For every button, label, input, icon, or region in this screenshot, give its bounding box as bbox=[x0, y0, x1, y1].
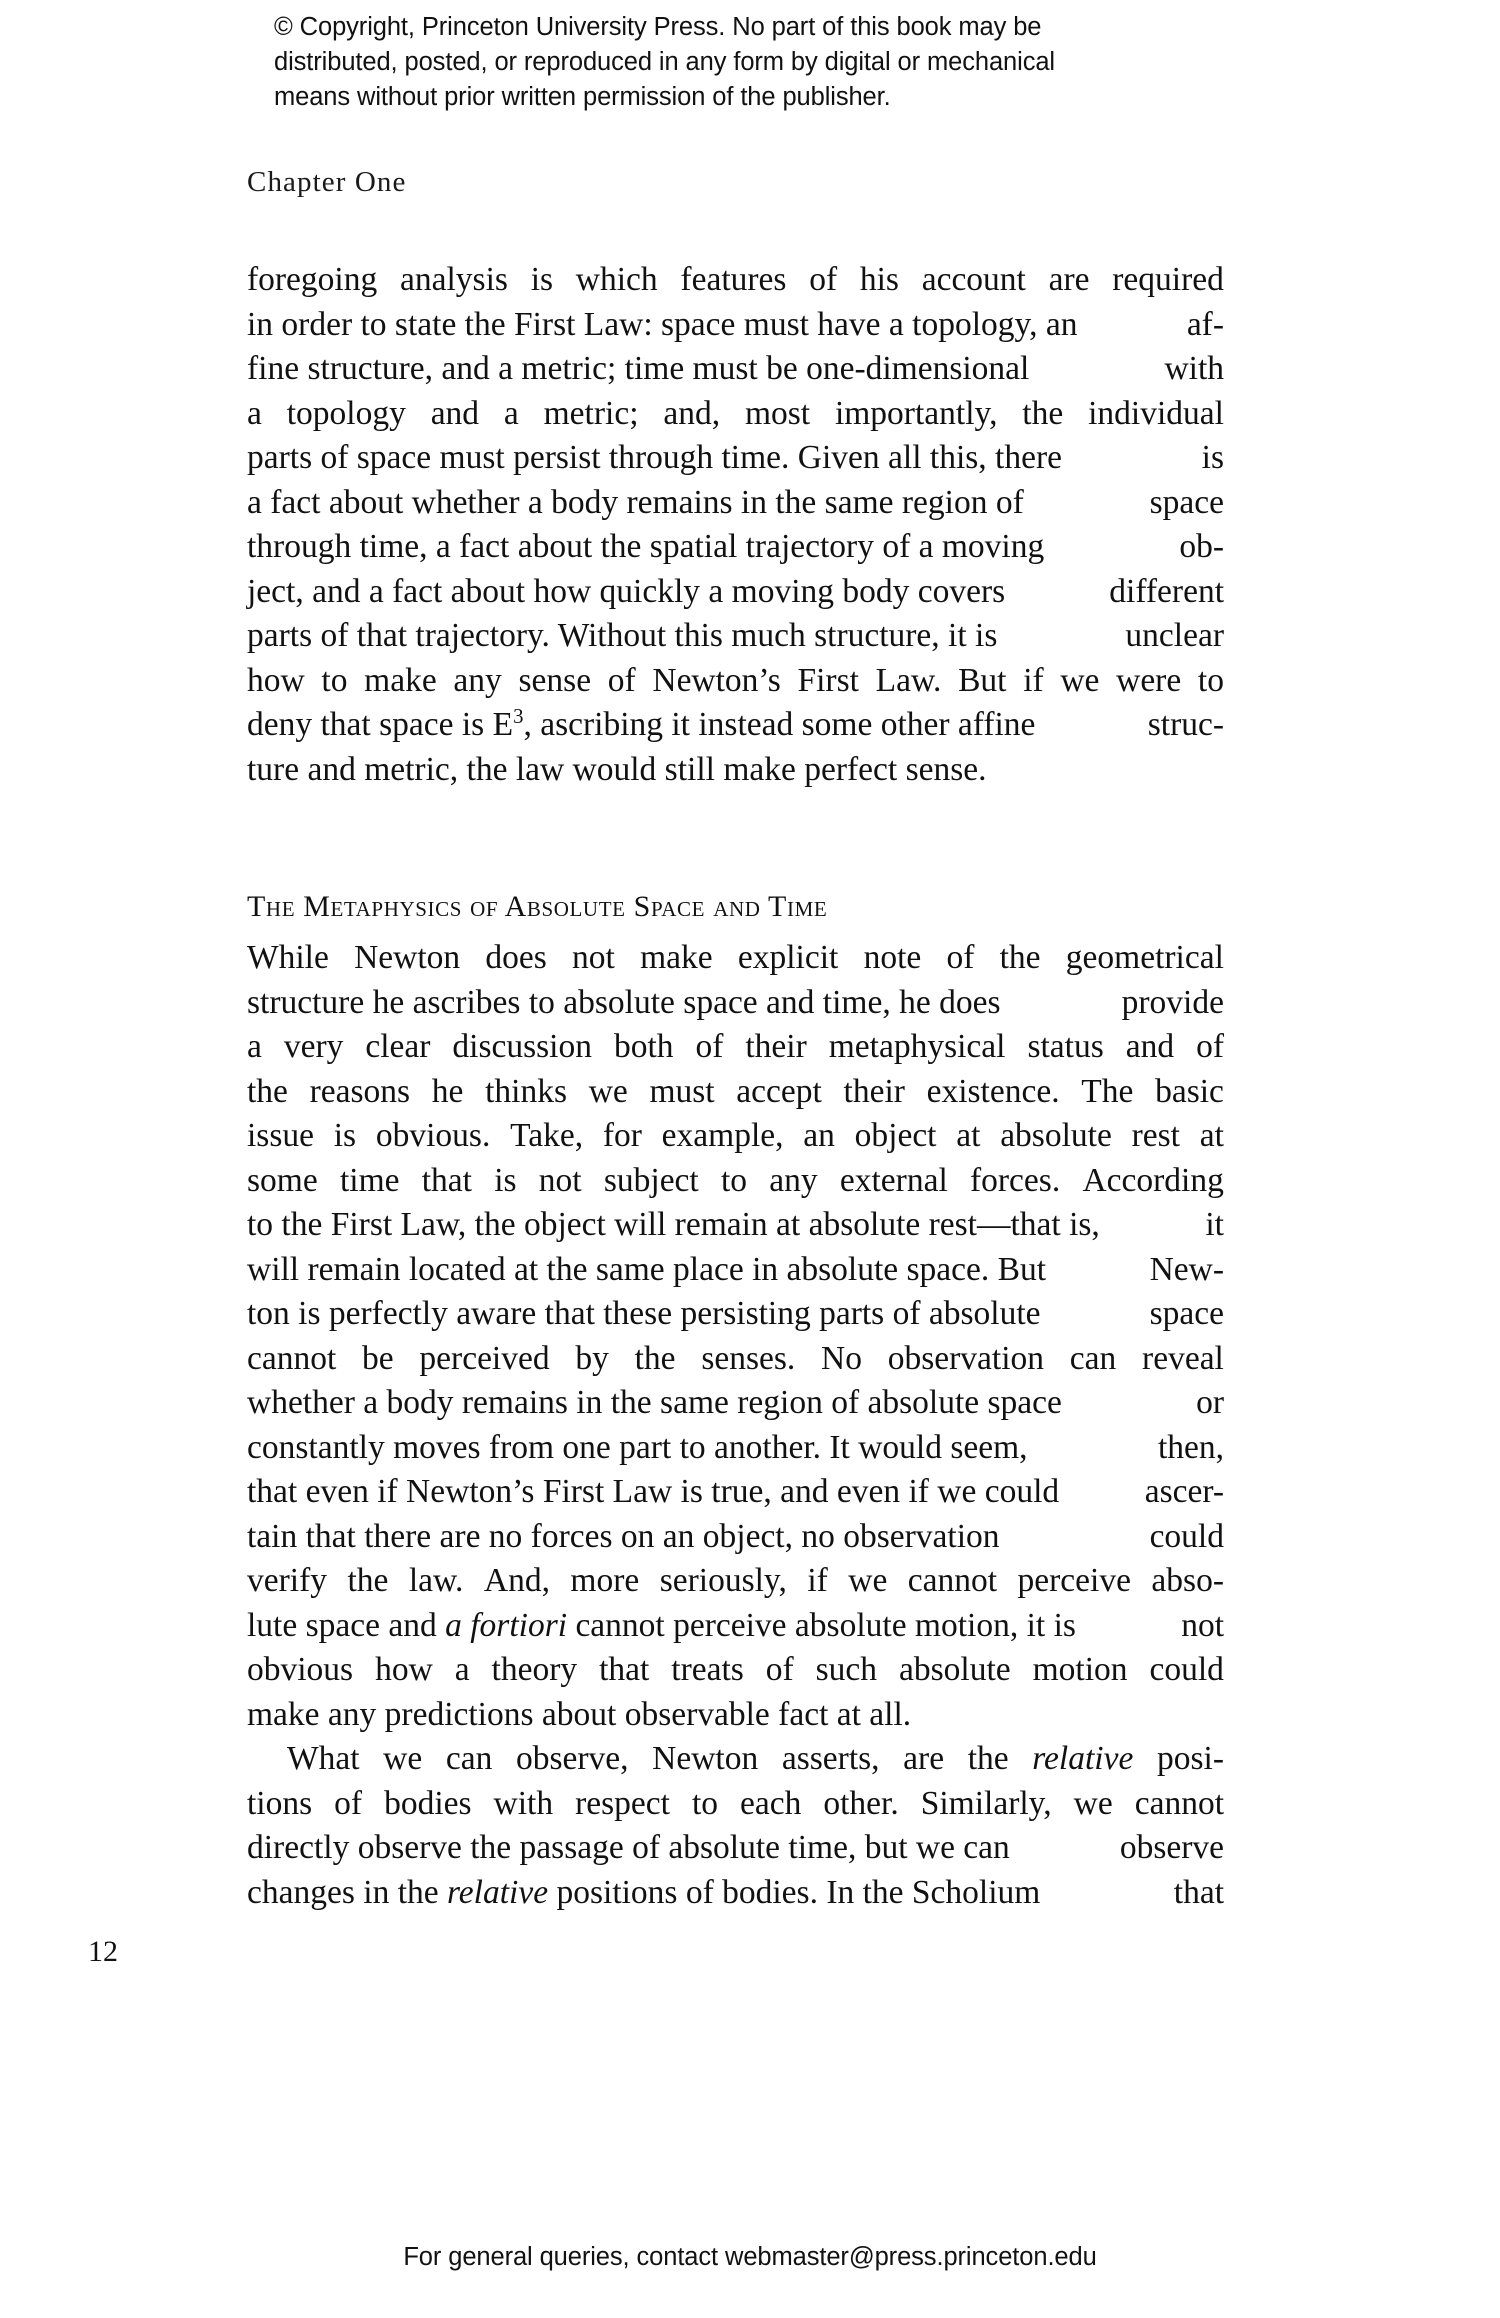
copyright-line: © Copyright, Princeton University Press. No part of this book may be bbox=[274, 13, 1042, 41]
text-line: cannot be perceived by the senses. No observation can reveal bbox=[247, 1339, 1224, 1377]
text-line: will remain located at the same place in absolute space. But New- bbox=[247, 1250, 1224, 1288]
text-line: While Newton does not make explicit note of the geometrical bbox=[247, 939, 1224, 976]
text-line: to the First Law, the object will remain at absolute rest—that is, it bbox=[247, 1206, 1224, 1243]
copyright-line: means without prior written permission of the publisher. bbox=[274, 83, 891, 111]
text-line: ject, and a fact about how quickly a moving body covers different bbox=[247, 572, 1224, 610]
text-line: constantly moves from one part to another. It would seem, then, bbox=[247, 1428, 1224, 1466]
text-line: that even if Newton’s First Law is true, and even if we could ascer- bbox=[247, 1473, 1224, 1510]
page-number: 12 bbox=[88, 1935, 118, 1968]
text-line: parts of that trajectory. Without this much structure, it is unclear bbox=[247, 617, 1224, 654]
body-text-column bbox=[247, 258, 1224, 1915]
text-line: tain that there are no forces on an object, no observation could bbox=[247, 1517, 1224, 1555]
text-line: ture and metric, the law would still make perfect sense. bbox=[247, 750, 987, 788]
text-line: a very clear discussion both of their metaphysical status and of bbox=[247, 1028, 1224, 1065]
text-line: foregoing analysis is which features of his account are required bbox=[247, 261, 1224, 298]
text-line: whether a body remains in the same region of absolute space or bbox=[247, 1384, 1224, 1421]
text-line: What we can observe, Newton asserts, are the relative posi- bbox=[287, 1740, 1224, 1777]
text-line: obvious how a theory that treats of such absolute motion could bbox=[247, 1651, 1224, 1688]
text-line: make any predictions about observable fact at all. bbox=[247, 1695, 912, 1733]
text-line: how to make any sense of Newton’s First Law. But if we were to bbox=[247, 661, 1224, 699]
paragraph-what-we-can-observe bbox=[247, 1737, 1224, 1915]
text-line: ton is perfectly aware that these persisting parts of absolute space bbox=[247, 1295, 1224, 1332]
paragraph-foregoing bbox=[247, 258, 1224, 792]
running-head: Chapter One bbox=[247, 166, 407, 198]
text-line: the reasons he thinks we must accept their existence. The basic bbox=[247, 1072, 1224, 1110]
copyright-line: distributed, posted, or reproduced in any form by digital or mechanical bbox=[274, 48, 1055, 76]
text-line: lute space and a fortiori cannot perceive absolute motion, it is not bbox=[247, 1606, 1224, 1644]
text-line: deny that space is $E^3$, ascribing it instead some other affine struc- bbox=[247, 704, 1224, 743]
text-line: fine structure, and a metric; time must be one-dimensional with bbox=[247, 350, 1224, 387]
copyright-notice bbox=[274, 10, 1224, 115]
text-line: a fact about whether a body remains in the same region of space bbox=[247, 483, 1224, 521]
text-line: changes in the relative positions of bodies. In the Scholium that bbox=[247, 1873, 1224, 1911]
text-line: structure he ascribes to absolute space and time, he does provide bbox=[247, 983, 1224, 1021]
text-line: tions of bodies with respect to each other. Similarly, we cannot bbox=[247, 1784, 1224, 1822]
footer-contact-notice: For general queries, contact webmaster@press.princeton.edu bbox=[403, 2243, 1097, 2271]
text-line: verify the law. And, more seriously, if we cannot perceive abso- bbox=[247, 1562, 1224, 1599]
text-line: through time, a fact about the spatial trajectory of a moving ob- bbox=[247, 528, 1224, 565]
text-line: some time that is not subject to any external forces. According bbox=[247, 1161, 1224, 1199]
section-heading: The Metaphysics of Absolute Space and Time bbox=[247, 890, 828, 923]
text-line: directly observe the passage of absolute time, but we can observe bbox=[247, 1829, 1224, 1866]
text-line: issue is obvious. Take, for example, an object at absolute rest at bbox=[247, 1117, 1224, 1154]
text-line: a topology and a metric; and, most importantly, the individual bbox=[247, 394, 1224, 432]
paragraph-while-newton bbox=[247, 936, 1224, 1737]
text-line: parts of space must persist through time. Given all this, there is bbox=[247, 439, 1224, 476]
text-line: in order to state the First Law: space must have a topology, an af- bbox=[247, 305, 1224, 343]
